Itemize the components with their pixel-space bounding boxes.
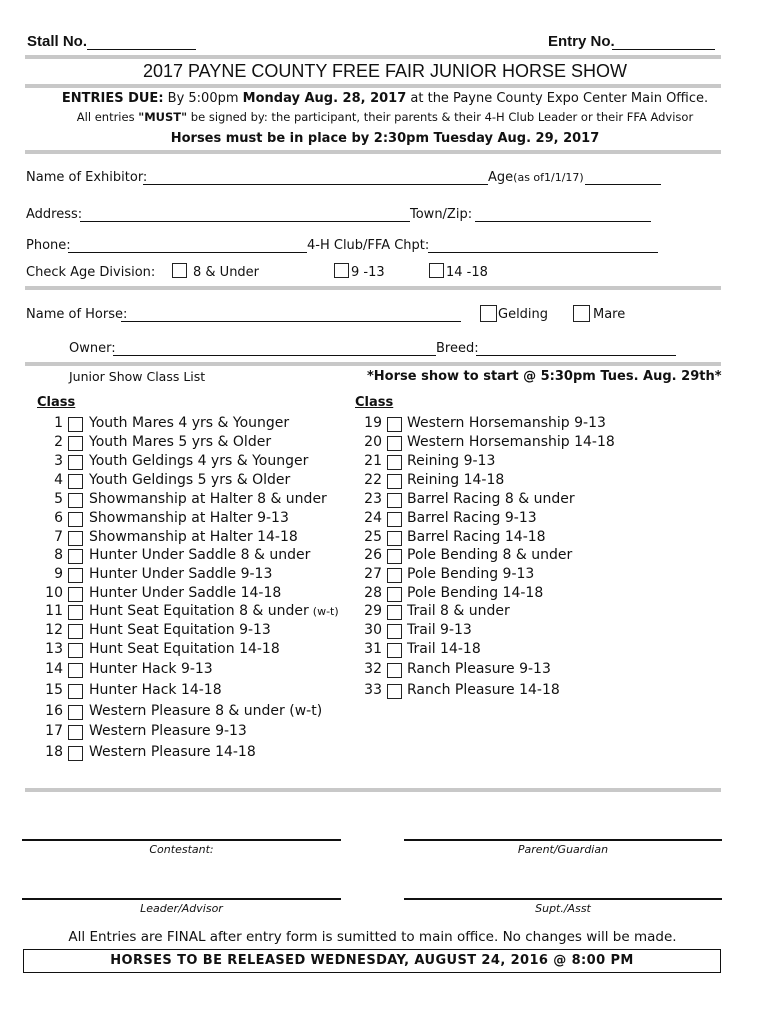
- class-name-text: Trail 9-13: [407, 622, 472, 638]
- class-row: [44, 682, 364, 701]
- class-checkbox[interactable]: [68, 624, 83, 639]
- class-name: [407, 682, 560, 698]
- class-number: 8: [54, 547, 63, 563]
- class-name: [407, 585, 543, 601]
- class-name-text: Showmanship at Halter 8 & under: [89, 491, 327, 507]
- class-name: [89, 415, 289, 431]
- class-name-text: Youth Mares 4 yrs & Younger: [89, 415, 290, 431]
- stall-number-field[interactable]: [87, 49, 196, 50]
- divider: [25, 286, 721, 290]
- class-number: 17: [45, 723, 63, 739]
- class-checkbox[interactable]: [68, 568, 83, 583]
- age-14-18-checkbox[interactable]: [429, 263, 444, 278]
- exhibitor-label: Name of Exhibitor:: [26, 170, 148, 185]
- class-name-text: Youth Geldings 5 yrs & Older: [89, 472, 291, 488]
- class-name: [407, 641, 481, 657]
- class-name-text: Western Pleasure 9-13: [89, 723, 247, 739]
- address-field[interactable]: [80, 221, 410, 222]
- class-number: 16: [45, 703, 63, 719]
- class-name: [89, 585, 281, 601]
- contestant-signature-line[interactable]: [22, 839, 341, 841]
- class-row: [44, 641, 364, 660]
- class-checkbox[interactable]: [68, 549, 83, 564]
- class-row: [44, 453, 364, 472]
- class-name-text: Hunter Hack 14-18: [89, 682, 222, 698]
- town-zip-field[interactable]: [475, 221, 651, 222]
- class-number: 19: [364, 415, 382, 431]
- class-number: 25: [364, 529, 382, 545]
- page-title: 2017 PAYNE COUNTY FREE FAIR JUNIOR HORSE SHOW: [142, 61, 628, 81]
- class-row: [44, 566, 364, 585]
- class-name-text: Hunt Seat Equitation 14-18: [89, 641, 280, 657]
- divider: [25, 55, 721, 59]
- class-row: [44, 415, 364, 434]
- age-note: (as of1/1/17): [513, 171, 584, 184]
- class-number: 4: [54, 472, 63, 488]
- class-name: [89, 682, 222, 698]
- class-name: [89, 510, 289, 526]
- class-checkbox[interactable]: [68, 493, 83, 508]
- class-row: [362, 491, 682, 510]
- class-checkbox[interactable]: [68, 605, 83, 620]
- class-number: 5: [54, 491, 63, 507]
- class-number: 24: [364, 510, 382, 526]
- class-name: [89, 547, 310, 563]
- class-number: 3: [54, 453, 63, 469]
- class-checkbox[interactable]: [68, 705, 83, 720]
- class-name-text: Youth Geldings 4 yrs & Younger: [89, 453, 309, 469]
- mare-checkbox[interactable]: [573, 305, 590, 322]
- class-name-text: Ranch Pleasure 9-13: [407, 661, 551, 677]
- phone-field[interactable]: [68, 252, 307, 253]
- divider: [25, 150, 721, 154]
- entries-due-rest: at the Payne County Expo Center Main Office.: [406, 91, 709, 106]
- class-name: [407, 415, 606, 431]
- class-number: 33: [364, 682, 382, 698]
- class-number: 29: [364, 603, 382, 619]
- class-number: 7: [54, 529, 63, 545]
- class-heading-right: Class: [355, 395, 394, 410]
- class-name-text: Ranch Pleasure 14-18: [407, 682, 560, 698]
- club-field[interactable]: [428, 252, 658, 253]
- entries-due-label: ENTRIES DUE:: [61, 91, 164, 106]
- entries-due-line: [0, 91, 770, 106]
- parent-signature-line[interactable]: [404, 839, 722, 841]
- exhibitor-name-field[interactable]: [143, 184, 488, 185]
- supt-label: Supt./Asst: [535, 902, 591, 915]
- class-checkbox[interactable]: [68, 746, 83, 761]
- class-name: [89, 603, 339, 619]
- horses-in-place: Horses must be in place by 2:30pm Tuesday Aug. 29, 2017: [170, 131, 600, 146]
- class-checkbox[interactable]: [387, 605, 402, 620]
- release-note: HORSES TO BE RELEASED WEDNESDAY, AUGUST 24, 2016 @ 8:00 PM: [110, 953, 634, 968]
- class-name: [89, 529, 298, 545]
- class-number: 22: [364, 472, 382, 488]
- class-checkbox[interactable]: [68, 455, 83, 470]
- class-row: [44, 434, 364, 453]
- club-label: 4-H Club/FFA Chpt:: [307, 238, 430, 253]
- class-name: [89, 472, 290, 488]
- signed-note-must: "MUST": [138, 110, 188, 124]
- breed-label: Breed:: [436, 341, 479, 356]
- class-checkbox[interactable]: [387, 436, 402, 451]
- class-row: [44, 529, 364, 548]
- class-name: [89, 622, 271, 638]
- class-number: 1: [54, 415, 63, 431]
- class-number: 20: [364, 434, 382, 450]
- horse-name-field[interactable]: [121, 321, 461, 322]
- class-name-text: Western Horsemanship 14-18: [407, 434, 615, 450]
- signed-note-post: be signed by: the participant, their parents & their 4-H Club Leader or their FFA Advisor: [187, 110, 694, 124]
- age-9-13-checkbox[interactable]: [334, 263, 349, 278]
- class-name: [407, 434, 615, 450]
- class-name: [407, 603, 510, 619]
- class-checkbox[interactable]: [387, 587, 402, 602]
- class-row: [44, 472, 364, 491]
- class-name: [407, 622, 472, 638]
- class-number: 30: [364, 622, 382, 638]
- age-field[interactable]: [585, 184, 661, 185]
- class-checkbox[interactable]: [387, 474, 402, 489]
- divider: [25, 788, 721, 792]
- class-heading-left: Class: [37, 395, 76, 410]
- class-checkbox[interactable]: [387, 624, 402, 639]
- class-name-text: Trail 8 & under: [407, 603, 510, 619]
- class-checkbox[interactable]: [387, 455, 402, 470]
- contestant-label: Contestant:: [149, 843, 214, 856]
- class-number: 13: [45, 641, 63, 657]
- class-row: [44, 723, 364, 742]
- class-name-text: Pole Bending 14-18: [407, 585, 544, 601]
- class-name: [407, 453, 495, 469]
- owner-field[interactable]: [113, 355, 436, 356]
- age-label: [488, 170, 584, 185]
- class-row: [362, 622, 682, 641]
- class-name-text: Showmanship at Halter 14-18: [89, 529, 298, 545]
- class-row: [362, 547, 682, 566]
- class-name-text: Hunter Under Saddle 8 & under: [89, 547, 311, 563]
- class-checkbox[interactable]: [68, 436, 83, 451]
- class-name-text: Western Horsemanship 9-13: [407, 415, 606, 431]
- class-checkbox[interactable]: [387, 531, 402, 546]
- class-number: 11: [45, 603, 63, 619]
- class-name: [89, 566, 272, 582]
- class-row: [44, 491, 364, 510]
- class-row: [362, 529, 682, 548]
- release-box: [23, 949, 721, 973]
- class-row: [362, 603, 682, 622]
- age-8-under-checkbox[interactable]: [172, 263, 187, 278]
- age-text: Age: [488, 170, 514, 185]
- leader-label: Leader/Advisor: [140, 902, 223, 915]
- entry-number-field[interactable]: [612, 49, 715, 50]
- class-name-text: Reining 9-13: [407, 453, 496, 469]
- show-start-note: *Horse show to start @ 5:30pm Tues. Aug. 29th*: [367, 369, 722, 384]
- class-name: [89, 703, 322, 719]
- class-name: [407, 566, 534, 582]
- class-number: 26: [364, 547, 382, 563]
- class-row: [362, 434, 682, 453]
- class-row: [362, 585, 682, 604]
- class-number: 27: [364, 566, 382, 582]
- parent-label: Parent/Guardian: [517, 843, 609, 856]
- entries-due-by: By 5:00pm: [163, 91, 243, 106]
- class-number: 12: [45, 622, 63, 638]
- class-name-text: Hunter Under Saddle 14-18: [89, 585, 282, 601]
- class-checkbox[interactable]: [387, 493, 402, 508]
- class-checkbox[interactable]: [68, 643, 83, 658]
- class-note: (w-t): [312, 605, 339, 618]
- gelding-label: Gelding: [498, 307, 549, 322]
- class-name: [89, 434, 271, 450]
- class-number: 15: [45, 682, 63, 698]
- class-checkbox[interactable]: [387, 568, 402, 583]
- supt-signature-line[interactable]: [404, 898, 722, 900]
- class-name-text: Hunt Seat Equitation 9-13: [89, 622, 271, 638]
- class-name-text: Trail 14-18: [407, 641, 481, 657]
- class-name: [89, 744, 256, 760]
- signed-note: [0, 110, 770, 124]
- class-row: [362, 510, 682, 529]
- class-checkbox[interactable]: [68, 512, 83, 527]
- divider: [25, 84, 721, 88]
- class-name: [89, 661, 213, 677]
- class-row: [362, 415, 682, 434]
- class-name: [407, 529, 546, 545]
- class-name: [407, 472, 504, 488]
- horse-name-label: Name of Horse:: [26, 307, 128, 322]
- class-row: [44, 703, 364, 722]
- class-row: [44, 661, 364, 680]
- class-number: 9: [54, 566, 63, 582]
- entry-label: Entry No.: [548, 33, 615, 50]
- gelding-checkbox[interactable]: [480, 305, 497, 322]
- age-8-under-label: 8 & Under: [193, 265, 260, 280]
- class-row: [44, 585, 364, 604]
- class-name-text: Hunter Hack 9-13: [89, 661, 213, 677]
- class-number: 32: [364, 661, 382, 677]
- class-number: 28: [364, 585, 382, 601]
- class-row: [362, 641, 682, 660]
- class-checkbox[interactable]: [387, 663, 402, 678]
- class-number: 10: [45, 585, 63, 601]
- class-name-text: Hunt Seat Equitation 8 & under: [89, 603, 309, 619]
- class-name-text: Hunter Under Saddle 9-13: [89, 566, 273, 582]
- age-9-13-label: 9 -13: [351, 265, 385, 280]
- class-number: 21: [364, 453, 382, 469]
- class-checkbox[interactable]: [387, 643, 402, 658]
- class-name-text: Pole Bending 8 & under: [407, 547, 573, 563]
- class-number: 23: [364, 491, 382, 507]
- class-row: [362, 453, 682, 472]
- class-checkbox[interactable]: [68, 531, 83, 546]
- signed-note-pre: All entries: [76, 110, 139, 124]
- divider: [25, 362, 721, 366]
- class-name-text: Barrel Racing 14-18: [407, 529, 546, 545]
- class-name: [407, 661, 551, 677]
- class-checkbox[interactable]: [68, 417, 83, 432]
- class-row: [44, 744, 364, 763]
- class-name: [407, 547, 572, 563]
- class-number: 2: [54, 434, 63, 450]
- class-number: 14: [45, 661, 63, 677]
- class-checkbox[interactable]: [68, 474, 83, 489]
- class-checkbox[interactable]: [387, 417, 402, 432]
- class-name-text: Pole Bending 9-13: [407, 566, 535, 582]
- class-row: [362, 566, 682, 585]
- phone-label: Phone:: [26, 238, 71, 253]
- class-name: [89, 723, 247, 739]
- class-checkbox[interactable]: [387, 549, 402, 564]
- final-note: All Entries are FINAL after entry form is sumitted to main office. No changes will be made.: [68, 929, 677, 945]
- address-label: Address:: [26, 207, 83, 222]
- mare-label: Mare: [593, 307, 626, 322]
- town-zip-label: Town/Zip:: [410, 207, 473, 222]
- class-row: [44, 603, 364, 622]
- class-checkbox[interactable]: [68, 725, 83, 740]
- age-14-18-label: 14 -18: [446, 265, 488, 280]
- class-name-text: Showmanship at Halter 9-13: [89, 510, 289, 526]
- stall-label: Stall No.: [27, 33, 88, 50]
- class-row: [362, 682, 682, 701]
- class-name: [407, 510, 537, 526]
- class-checkbox[interactable]: [387, 512, 402, 527]
- class-name-text: Barrel Racing 8 & under: [407, 491, 575, 507]
- class-row: [44, 547, 364, 566]
- owner-label: Owner:: [69, 341, 116, 356]
- class-name-text: Western Pleasure 14-18: [89, 744, 256, 760]
- class-list-title: Junior Show Class List: [69, 369, 206, 384]
- leader-signature-line[interactable]: [22, 898, 341, 900]
- check-age-label: Check Age Division:: [26, 265, 156, 280]
- class-checkbox[interactable]: [68, 587, 83, 602]
- class-name-text: Barrel Racing 9-13: [407, 510, 537, 526]
- class-name-text: Reining 14-18: [407, 472, 505, 488]
- entries-due-date: Monday Aug. 28, 2017: [242, 91, 407, 106]
- class-name-text: Western Pleasure 8 & under (w-t): [89, 703, 323, 719]
- class-name: [89, 641, 280, 657]
- class-number: 18: [45, 744, 63, 760]
- class-row: [362, 472, 682, 491]
- class-name: [407, 491, 575, 507]
- class-number: 6: [54, 510, 63, 526]
- class-name-text: Youth Mares 5 yrs & Older: [89, 434, 272, 450]
- class-row: [362, 661, 682, 680]
- class-checkbox[interactable]: [68, 684, 83, 699]
- class-row: [44, 510, 364, 529]
- breed-field[interactable]: [476, 355, 676, 356]
- class-checkbox[interactable]: [387, 684, 402, 699]
- class-row: [44, 622, 364, 641]
- class-name: [89, 491, 327, 507]
- class-name: [89, 453, 308, 469]
- class-number: 31: [364, 641, 382, 657]
- class-checkbox[interactable]: [68, 663, 83, 678]
